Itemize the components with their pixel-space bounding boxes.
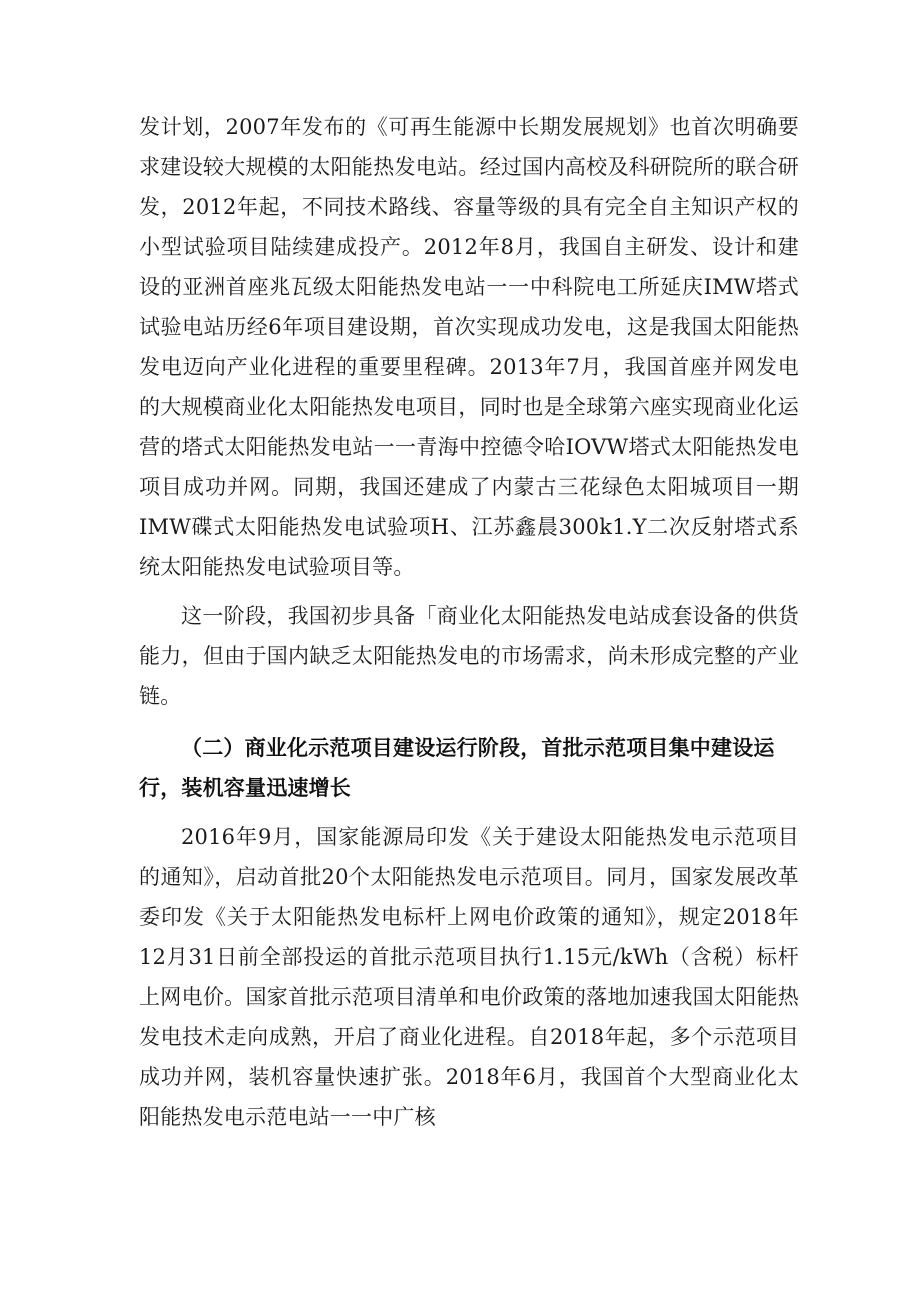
paragraph-continued: 发计划，2007年发布的《可再生能源中长期发展规划》也首次明确要求建设较大规模的太阳能热发电站。经过国内高校及科研院所的联合研发，2012年起，不同技术路线、容量等级的具有完全自主知识产权的小型试验项目陆续建成投产。2012年8月，我国自主研发、设计和建设的亚洲首座兆瓦级太阳能热发电站一一中科院电工所延庆IMW塔式试验电站历经6年项目建设期，首次实现成功发电，这是我国太阳能热发电迈向产业化进程的重要里程碑。2013年7月，我国首座并网发电的大规模商业化太阳能热发电项目，同时也是全球第六座实现商业化运营的塔式太阳能热发电站一一青海中控德令哈IOVW塔式太阳能热发电项目成功并网。同期，我国还建成了内蒙古三花绿色太阳城项目一期IMW碟式太阳能热发电试验项H、江苏鑫晨300k1.Y二次反射塔式系统太阳能热发电试验项目等。 bbox=[139, 115, 799, 579]
paragraph-stage-summary: 这一阶段，我国初步具备「商业化太阳能热发电站成套设备的供货能力，但由于国内缺乏太阳能热发电的市场需求，尚未形成完整的产业链。 bbox=[139, 604, 799, 708]
paragraph-spacer bbox=[139, 716, 799, 728]
document-body bbox=[139, 107, 799, 1137]
paragraph-spacer bbox=[139, 587, 799, 596]
paragraph-spacer bbox=[139, 808, 799, 817]
section-heading: （二）商业化示范项目建设运行阶段，首批示范项目集中建设运行，装机容量迅速增长 bbox=[139, 736, 775, 800]
paragraph-2016-policy: 2016年9月，国家能源局印发《关于建设太阳能热发电示范项目的通知》，启动首批20个太阳能热发电示范项目。同月，国家发展改革委印发《关于太阳能热发电标杆上网电价政策的通知》，规定2018年12月31日前全部投运的首批示范项目执行1.15元/kWh（含税）标杆上网电价。国家首批示范项目清单和电价政策的落地加速我国太阳能热发电技术走向成熟，开启了商业化进程。自2018年起，多个示范项目成功并网，装机容量快速扩张。2018年6月，我国首个大型商业化太阳能热发电示范电站一一中广核 bbox=[139, 825, 799, 1129]
